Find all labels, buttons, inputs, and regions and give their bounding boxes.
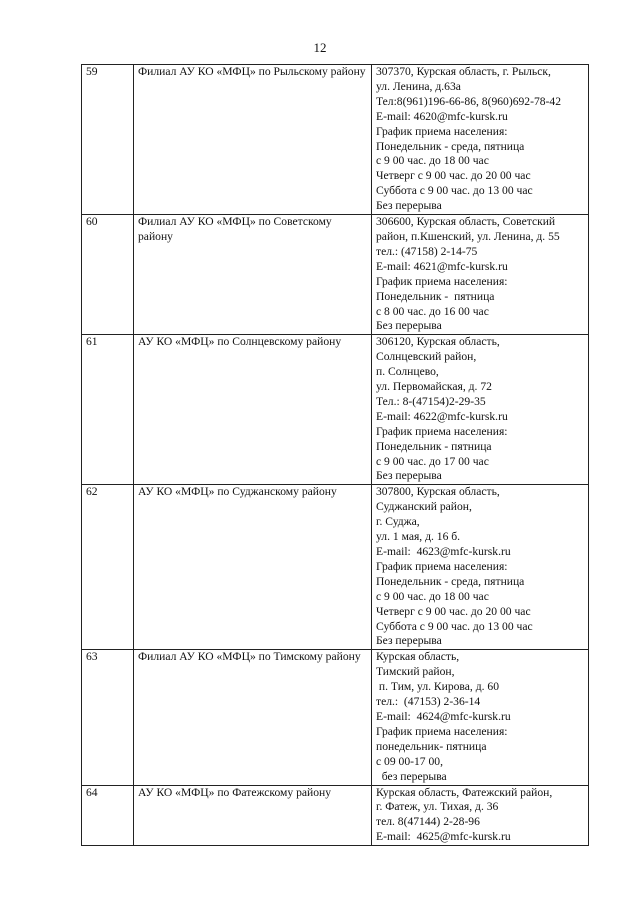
contact-line: с 09 00-17 00, [376,754,443,768]
page-number: 12 [313,40,327,55]
contact-line: с 9 00 час. до 18 00 час [376,589,489,603]
row-number: 64 [82,785,134,846]
contact-line: 306120, Курская область, [376,335,500,349]
contact-line: Без перерыва [376,319,442,333]
branch-contacts [372,65,589,215]
contact-line: тел. 8(47144) 2-28-96 [376,815,480,829]
contact-line: Понедельник - среда, пятница [376,139,525,153]
contact-line: Курская область, [376,650,460,664]
contact-line: понедельник- пятница [376,739,487,753]
table-row [82,485,589,650]
row-number: 60 [82,215,134,335]
branch-name: АУ КО «МФЦ» по Суджанскому району [134,485,372,650]
contact-line: E-mail: 4624@mfc-kursk.ru [376,709,511,723]
contact-line: Понедельник - пятница [376,289,495,303]
branch-name: АУ КО «МФЦ» по Фатежскому району [134,785,372,846]
contact-line: без перерыва [376,769,447,783]
contact-line: E-mail: 4625@mfc-kursk.ru [376,830,511,844]
contact-line: г. Суджа, [376,515,420,529]
contact-line: E-mail: 4620@mfc-kursk.ru [376,109,508,123]
contact-line: район, п.Кшенский, ул. Ленина, д. 55 [376,229,560,243]
branch-name: АУ КО «МФЦ» по Солнцевскому району [134,335,372,485]
contact-line: Понедельник - пятница [376,439,492,453]
contact-line: График приема населения: [376,124,508,138]
contact-line: Суджанский район, [376,500,472,514]
branch-name: Филиал АУ КО «МФЦ» по Тимскому району [134,650,372,785]
contact-line: Четверг с 9 00 час. до 20 00 час [376,169,531,183]
contact-line: Тел.: 8-(47154)2-29-35 [376,394,486,408]
table-row [82,65,589,215]
row-number: 61 [82,335,134,485]
row-number: 63 [82,650,134,785]
branch-contacts [372,215,589,335]
branch-name: Филиал АУ КО «МФЦ» по Рыльскому району [134,65,372,215]
branch-name: Филиал АУ КО «МФЦ» по Советскому району [134,215,372,335]
contact-line: ул. Ленина, д.63а [376,79,461,93]
contact-line: График приема населения: [376,424,508,438]
contact-line: Суббота с 9 00 час. до 13 00 час [376,619,533,633]
contact-line: п. Солнцево, [376,365,439,379]
contact-line: 306600, Курская область, Советский [376,215,556,229]
contact-line: 307370, Курская область, г. Рыльск, [376,65,551,78]
table-row [82,215,589,335]
contact-line: График приема населения: [376,274,508,288]
contact-line: График приема населения: [376,724,508,738]
contact-line: Суббота с 9 00 час. до 13 00 час [376,184,533,198]
contact-line: E-mail: 4621@mfc-kursk.ru [376,259,508,273]
contact-line: Без перерыва [376,634,442,648]
table-row [82,335,589,485]
contact-line: п. Тим, ул. Кирова, д. 60 [376,680,499,694]
contact-line: ул. 1 мая, д. 16 б. [376,530,461,544]
contact-line: Без перерыва [376,199,442,213]
branch-contacts [372,335,589,485]
table-row [82,785,589,846]
contact-line: 307800, Курская область, [376,485,500,499]
branch-contacts [372,785,589,846]
contact-line: Тел:8(961)196-66-86, 8(960)692-78-42 [376,94,562,108]
contact-line: тел.: (47153) 2-36-14 [376,695,481,709]
table-row [82,650,589,785]
contact-line: График приема населения: [376,559,508,573]
row-number: 62 [82,485,134,650]
contact-line: Тимский район, [376,665,455,679]
contact-line: с 9 00 час. до 18 00 час [376,154,489,168]
contact-line: Солнцевский район, [376,350,477,364]
contact-line: E-mail: 4622@mfc-kursk.ru [376,409,508,423]
branch-contacts [372,650,589,785]
contact-line: с 8 00 час. до 16 00 час [376,304,489,318]
contact-line: тел.: (47158) 2-14-75 [376,244,478,258]
contact-line: Курская область, Фатежский район, [376,785,553,799]
contact-line: с 9 00 час. до 17 00 час [376,454,489,468]
contact-line: ул. Первомайская, д. 72 [376,380,492,394]
contact-line: Понедельник - среда, пятница [376,574,525,588]
mfc-branches-table [81,64,589,846]
contact-line: г. Фатеж, ул. Тихая, д. 36 [376,800,499,814]
contact-line: Без перерыва [376,469,442,483]
branch-contacts [372,485,589,650]
contact-line: Четверг с 9 00 час. до 20 00 час [376,604,531,618]
contact-line: E-mail: 4623@mfc-kursk.ru [376,545,511,558]
row-number: 59 [82,65,134,215]
